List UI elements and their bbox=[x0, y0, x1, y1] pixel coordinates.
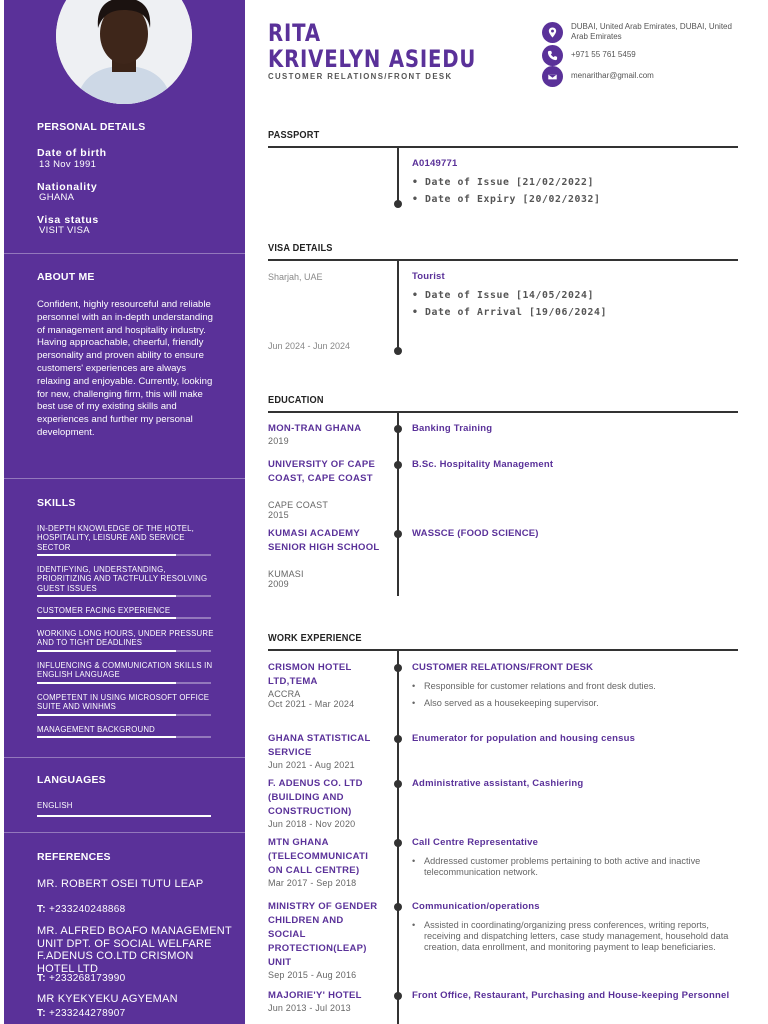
education-details: 2019 bbox=[268, 436, 289, 446]
skill-level-fill bbox=[37, 595, 176, 597]
work-title: Enumerator for population and housing census bbox=[412, 733, 636, 744]
work-details: ACCRA Oct 2021 - Mar 2024 bbox=[268, 689, 355, 709]
sidebar bbox=[4, 0, 245, 1024]
languages-heading: LANGUAGES bbox=[37, 774, 106, 786]
nationality-label: Nationality bbox=[37, 181, 98, 193]
email-icon bbox=[542, 66, 563, 87]
candidate-name: RITA KRIVELYN ASIEDU bbox=[268, 19, 477, 73]
skill-level-bar bbox=[37, 595, 211, 597]
skill-label: COMPETENT IN USING MICROSOFT OFFICE SUITE AND WINHMS bbox=[37, 693, 210, 712]
sidebar-divider bbox=[4, 757, 245, 758]
reference-phone: T: +233268173990 bbox=[37, 973, 126, 984]
language-item bbox=[37, 801, 217, 817]
skill-label: CUSTOMER FACING EXPERIENCE bbox=[37, 606, 171, 615]
skills-heading: SKILLS bbox=[37, 497, 76, 509]
skill-item bbox=[37, 661, 217, 684]
education-school: UNIVERSITY OF CAPE COAST, CAPE COAST bbox=[268, 459, 376, 484]
timeline-dot bbox=[394, 780, 402, 788]
work-company: CRISMON HOTEL LTD,TEMA bbox=[268, 662, 352, 687]
profile-photo bbox=[56, 0, 192, 104]
work-company: MINISTRY OF GENDER CHILDREN AND SOCIAL PROTECTION(LEAP) UNIT bbox=[268, 901, 378, 968]
education-degree: B.Sc. Hospitality Management bbox=[412, 459, 554, 470]
contact-address: DUBAI, United Arab Emirates, DUBAI, United Arab Emirates bbox=[542, 22, 741, 43]
work-title: Administrative assistant, Cashiering bbox=[412, 778, 584, 789]
work-bullet: • Addressed customer problems pertaining to both active and inactive telecommunication network. bbox=[412, 856, 732, 878]
language-level-fill bbox=[37, 815, 211, 817]
about-text: Confident, highly resourceful and reliable personnel with an in-depth understanding of management and hospitality industry. Having approachable, cheerful, friendly personality and proven ability to ensure customers' experiences are always relaxing and enjoyable. Currently, looking for new, challenging firm, this will make best use of my existing skills and experiences and further my personal development. bbox=[37, 299, 214, 438]
work-title: Front Office, Restaurant, Purchasing and House-keeping Personnel bbox=[412, 990, 730, 1001]
timeline-dot bbox=[394, 461, 402, 469]
reference-phone: T: +233244278907 bbox=[37, 1008, 126, 1019]
nationality-value: GHANA bbox=[39, 192, 75, 203]
education-school: KUMASI ACADEMY SENIOR HIGH SCHOOL bbox=[268, 528, 380, 553]
timeline-dot bbox=[394, 992, 402, 1000]
visa-dates: Jun 2024 - Jun 2024 bbox=[268, 341, 351, 351]
work-bullet: • Assisted in coordinating/organizing press conferences, writing reports, receiving and dispatching letters, case study management, household data creation, data enrollment, and monitoring payment to leap beneficiaries. bbox=[412, 920, 732, 953]
work-company: F. ADENUS CO. LTD (BUILDING AND CONSTRUCTION) bbox=[268, 778, 363, 817]
reference-name: MR KYEKYEKU AGYEMAN bbox=[37, 993, 178, 1005]
work-title: Communication/operations bbox=[412, 901, 540, 912]
work-details: Jun 2021 - Aug 2021 bbox=[268, 760, 355, 770]
timeline-line bbox=[397, 649, 399, 1024]
visa-type: Tourist bbox=[412, 271, 445, 282]
language-level-bar bbox=[37, 815, 211, 817]
visa-arrival: • Date of Arrival [19/06/2024] bbox=[412, 307, 607, 318]
timeline-line bbox=[397, 411, 399, 596]
skill-item bbox=[37, 524, 217, 556]
section-rule bbox=[268, 259, 738, 261]
work-company: GHANA STATISTICAL SERVICE bbox=[268, 733, 371, 758]
work-title: CUSTOMER RELATIONS/FRONT DESK bbox=[412, 662, 594, 673]
visa-status-label: Visa status bbox=[37, 214, 99, 226]
sidebar-divider bbox=[4, 832, 245, 833]
skill-level-fill bbox=[37, 650, 176, 652]
timeline-line bbox=[397, 259, 399, 351]
skill-label: IN-DEPTH KNOWLEDGE OF THE HOTEL, HOSPITALITY, LEISURE AND SERVICE SECTOR bbox=[37, 524, 195, 552]
education-details: CAPE COAST 2015 bbox=[268, 500, 329, 520]
reference-name: MR. ROBERT OSEI TUTU LEAP bbox=[37, 878, 204, 890]
timeline-dot bbox=[394, 347, 402, 355]
skill-item bbox=[37, 693, 217, 716]
skill-level-fill bbox=[37, 714, 176, 716]
education-degree: Banking Training bbox=[412, 423, 493, 434]
education-school: MON-TRAN GHANA bbox=[268, 423, 362, 434]
personal-details-heading: PERSONAL DETAILS bbox=[37, 121, 146, 133]
timeline-dot bbox=[394, 903, 402, 911]
reference-name: MR. ALFRED BOAFO MANAGEMENT UNIT DPT. OF SOCIAL WELFARE F.ADENUS CO.LTD CRISMON HOTEL LTD bbox=[37, 925, 232, 975]
contact-email: menarithar@gmail.com bbox=[542, 66, 741, 87]
work-heading: WORK EXPERIENCE bbox=[268, 633, 362, 644]
skill-level-bar bbox=[37, 714, 211, 716]
location-icon bbox=[542, 22, 563, 43]
sidebar-divider bbox=[4, 478, 245, 479]
sidebar-divider bbox=[4, 253, 245, 254]
passport-expiry: • Date of Expiry [20/02/2032] bbox=[412, 194, 601, 205]
skill-label: IDENTIFYING, UNDERSTANDING, PRIORITIZING AND TACTFULLY RESOLVING GUEST ISSUES bbox=[37, 565, 208, 593]
skill-label: INFLUENCING & COMMUNICATION SKILLS IN ENGLISH LANGUAGE bbox=[37, 661, 213, 680]
skill-label: MANAGEMENT BACKGROUND bbox=[37, 725, 155, 734]
contact-phone: +971 55 761 5459 bbox=[542, 45, 741, 66]
references-heading: REFERENCES bbox=[37, 851, 111, 863]
timeline-line bbox=[397, 146, 399, 204]
skill-level-bar bbox=[37, 736, 211, 738]
work-details: Jun 2018 - Nov 2020 bbox=[268, 819, 356, 829]
dob-label: Date of birth bbox=[37, 147, 107, 159]
timeline-dot bbox=[394, 530, 402, 538]
about-heading: ABOUT ME bbox=[37, 271, 95, 283]
skill-level-fill bbox=[37, 617, 176, 619]
visa-issue: • Date of Issue [14/05/2024] bbox=[412, 290, 594, 301]
skill-level-fill bbox=[37, 554, 176, 556]
avatar-icon bbox=[56, 0, 192, 104]
skill-item bbox=[37, 606, 217, 619]
skill-level-bar bbox=[37, 682, 211, 684]
work-details: Sep 2015 - Aug 2016 bbox=[268, 970, 357, 980]
work-bullet: • Responsible for customer relations and front desk duties. bbox=[412, 681, 732, 692]
work-details: Jun 2013 - Jul 2013 bbox=[268, 1003, 351, 1013]
timeline-dot bbox=[394, 425, 402, 433]
timeline-dot bbox=[394, 200, 402, 208]
skill-level-bar bbox=[37, 650, 211, 652]
work-company: MTN GHANA (TELECOMMUNICATI ON CALL CENTRE) bbox=[268, 837, 369, 876]
skill-item bbox=[37, 565, 217, 597]
section-rule bbox=[268, 649, 738, 651]
reference-phone: T: +233240248868 bbox=[37, 904, 126, 915]
skill-item bbox=[37, 725, 217, 738]
passport-number: A0149771 bbox=[412, 158, 458, 169]
timeline-dot bbox=[394, 664, 402, 672]
candidate-role: CUSTOMER RELATIONS/FRONT DESK bbox=[268, 72, 453, 81]
timeline-dot bbox=[394, 839, 402, 847]
education-heading: EDUCATION bbox=[268, 395, 324, 406]
timeline-dot bbox=[394, 735, 402, 743]
phone-icon bbox=[542, 45, 563, 66]
visa-status-value: VISIT VISA bbox=[39, 225, 90, 236]
language-label: ENGLISH bbox=[37, 801, 73, 810]
passport-heading: PASSPORT bbox=[268, 130, 320, 141]
visa-location: Sharjah, UAE bbox=[268, 272, 323, 282]
education-details: KUMASI 2009 bbox=[268, 569, 304, 589]
section-rule bbox=[268, 146, 738, 148]
education-degree: WASSCE (FOOD SCIENCE) bbox=[412, 528, 539, 539]
skill-level-fill bbox=[37, 736, 176, 738]
skill-item bbox=[37, 629, 217, 652]
passport-issue: • Date of Issue [21/02/2022] bbox=[412, 177, 594, 188]
work-details: Mar 2017 - Sep 2018 bbox=[268, 878, 357, 888]
work-company: MAJORIE'Y' HOTEL bbox=[268, 990, 362, 1001]
skill-label: WORKING LONG HOURS, UNDER PRESSURE AND TO TIGHT DEADLINES bbox=[37, 629, 214, 648]
dob-value: 13 Nov 1991 bbox=[39, 159, 97, 170]
work-bullet: • Also served as a housekeeping supervisor. bbox=[412, 698, 732, 709]
work-title: Call Centre Representative bbox=[412, 837, 539, 848]
visa-heading: VISA DETAILS bbox=[268, 243, 333, 254]
section-rule bbox=[268, 411, 738, 413]
skill-level-fill bbox=[37, 682, 176, 684]
skill-level-bar bbox=[37, 617, 211, 619]
skill-level-bar bbox=[37, 554, 211, 556]
